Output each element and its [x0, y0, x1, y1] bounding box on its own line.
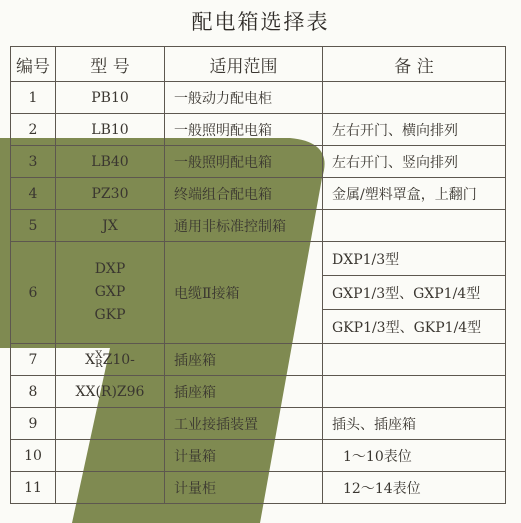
row-no: 3	[11, 146, 56, 178]
row-model-line: DXP	[94, 261, 126, 277]
table-row	[11, 242, 506, 276]
row-no: 7	[11, 344, 56, 376]
row-scope: 一般照明配电箱	[165, 114, 323, 146]
row-remark: 12～14表位	[323, 472, 506, 504]
table-row	[11, 114, 506, 146]
table-row	[11, 376, 506, 408]
row-scope: 电缆Ⅱ接箱	[165, 242, 323, 344]
header-remark: 备 注	[323, 47, 506, 82]
row-remark: 左右开门、横向排列	[323, 114, 506, 146]
model-suffix: Z10-	[102, 351, 135, 368]
row-no: 11	[11, 472, 56, 504]
row-scope: 插座箱	[165, 344, 323, 376]
table-row	[11, 472, 506, 504]
row-model: LB40	[56, 146, 165, 178]
header-scope: 适用范围	[165, 47, 323, 82]
row-no: 2	[11, 114, 56, 146]
model-sup-sub	[95, 351, 103, 369]
row-remark	[323, 376, 506, 408]
header-no: 编号	[11, 47, 56, 82]
row-no: 8	[11, 376, 56, 408]
row-remark: GXP1/3型、GXP1/4型	[323, 276, 506, 310]
row-remark	[323, 82, 506, 114]
row-scope: 终端组合配电箱	[165, 178, 323, 210]
page-title: 配电箱选择表	[191, 10, 330, 34]
row-model-composite	[56, 344, 165, 376]
table-row	[11, 408, 506, 440]
row-scope: 工业接插装置	[165, 408, 323, 440]
row-model: XX(R)Z96	[56, 376, 165, 408]
row-no: 5	[11, 210, 56, 242]
model-sub: R	[95, 358, 103, 370]
row-no: 4	[11, 178, 56, 210]
row-model-line: GXP	[94, 284, 126, 300]
row-model: PZ30	[56, 178, 165, 210]
row-scope: 一般动力配电柜	[165, 82, 323, 114]
row-model	[56, 408, 165, 440]
row-model: PB10	[56, 82, 165, 114]
row-remark	[323, 344, 506, 376]
row-remark: 左右开门、竖向排列	[323, 146, 506, 178]
table-row	[11, 178, 506, 210]
model-prefix: X	[85, 351, 96, 368]
row-model	[56, 472, 165, 504]
row-remark: DXP1/3型	[323, 242, 506, 276]
row-model: JX	[56, 210, 165, 242]
header-model: 型 号	[56, 47, 165, 82]
row-no: 10	[11, 440, 56, 472]
row-scope: 通用非标准控制箱	[165, 210, 323, 242]
distribution-box-table	[10, 46, 506, 504]
row-no: 9	[11, 408, 56, 440]
row-model-stack	[56, 242, 165, 344]
row-scope: 一般照明配电箱	[165, 146, 323, 178]
row-model	[56, 440, 165, 472]
table-row	[11, 440, 506, 472]
table-row	[11, 210, 506, 242]
row-remark: GKP1/3型、GKP1/4型	[323, 310, 506, 344]
row-remark: 金属/塑料罩盒，上翻门	[323, 178, 506, 210]
table-row	[11, 146, 506, 178]
table-row	[11, 344, 506, 376]
row-no: 1	[11, 82, 56, 114]
row-no: 6	[11, 242, 56, 344]
model-sup: X	[95, 349, 103, 361]
row-scope: 插座箱	[165, 376, 323, 408]
row-model: LB10	[56, 114, 165, 146]
row-remark	[323, 210, 506, 242]
row-scope: 计量柜	[165, 472, 323, 504]
row-model-line: GKP	[94, 307, 126, 323]
header-row	[11, 47, 506, 82]
row-remark: 1～10表位	[323, 440, 506, 472]
row-scope: 计量箱	[165, 440, 323, 472]
row-remark: 插头、插座箱	[323, 408, 506, 440]
table-row	[11, 82, 506, 114]
